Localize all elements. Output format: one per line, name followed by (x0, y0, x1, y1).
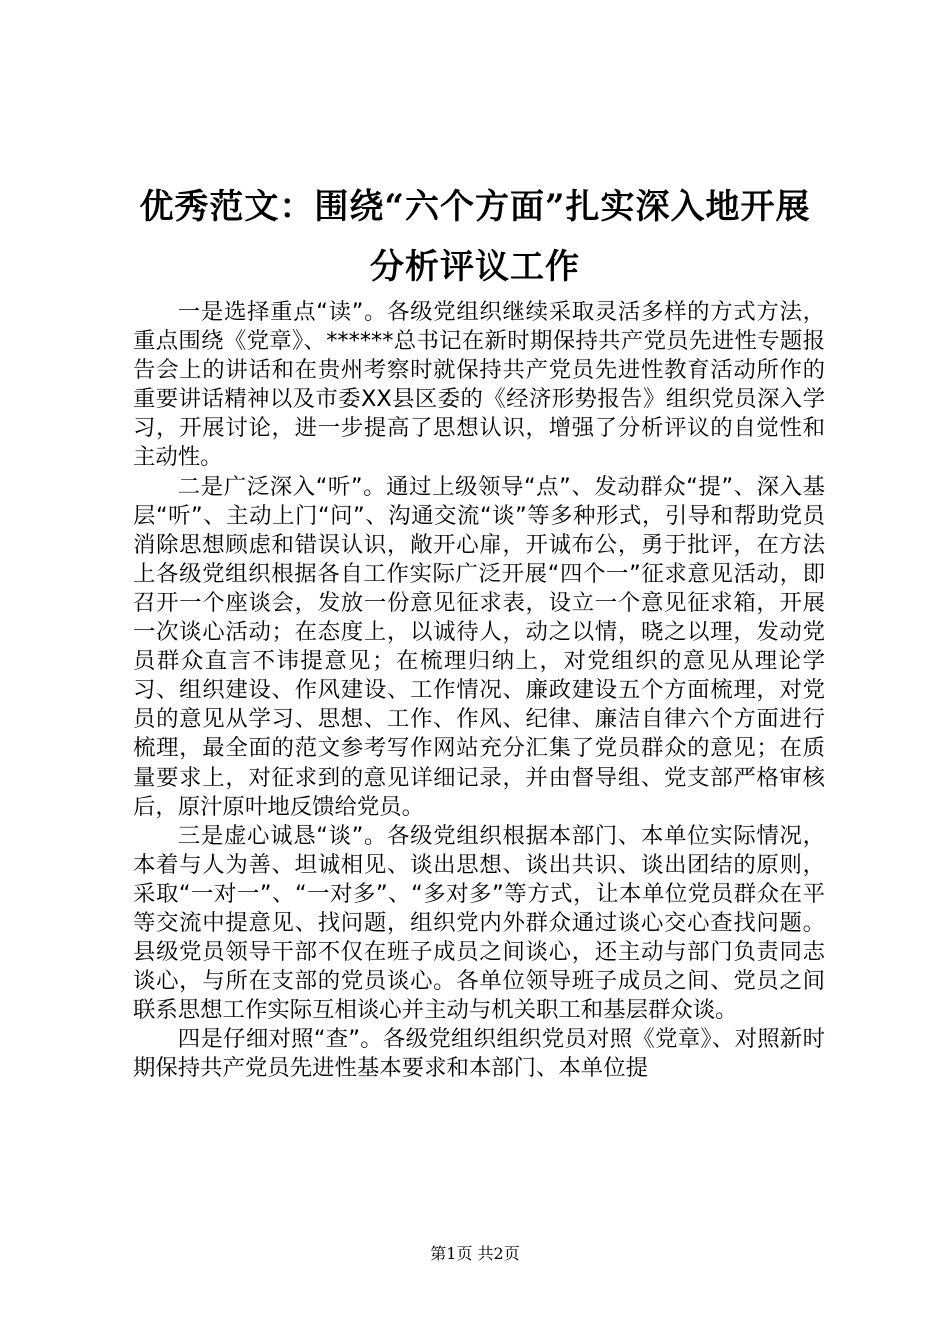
document-body (133, 298, 825, 1084)
document-title-line-2: 分析评议工作 (370, 247, 580, 287)
page-footer: 第1页 共2页 (430, 1244, 520, 1263)
document-title-line-1: 优秀范文：围绕“六个方面”扎实深入地开展 (139, 187, 811, 227)
paragraph-listen: 二是广泛深入“听”。通过上级领导“点”、发动群众“提”、深入基层“听”、主动上门“问”、沟通交流“谈”等多种形式，引导和帮助党员消除思想顾虑和错误认识，敞开心扉，开诚布公，勇于批评，在方法上各级党组织根据各自工作实际广泛开展“四个一”征求意见活动，即召开一个座谈会，发放一份意见征求表，设立一个意见征求箱，开展一次谈心活动；在态度上，以诚待人，动之以情，晓之以理，发动党员群众直言不讳提意见；在梳理归纳上，对党组织的意见从理论学习、组织建设、作风建设、工作情况、廉政建设五个方面梳理，对党员的意见从学习、思想、工作、作风、纪律、廉洁自律六个方面进行梳理，最全面的范文参考写作网站充分汇集了党员群众的意见；在质量要求上，对征求到的意见详细记录，并由督导组、党支部严格审核后，原汁原叶地反馈给党员。 (133, 473, 825, 820)
paragraph-read: 一是选择重点“读”。各级党组织继续采取灵活多样的方式方法，重点围绕《党章》、******总书记在新时期保持共产党员先进性专题报告会上的讲话和在贵州考察时就保持共产党员先进性教育活动所作的重要讲话精神以及市委XX县区委的《经济形势报告》组织党员深入学习，开展讨论，进一步提高了思想认识，增强了分析评议的自觉性和主动性。 (133, 299, 825, 471)
paragraph-check: 四是仔细对照“查”。各级党组织组织党员对照《党章》、对照新时期保持共产党员先进性基本要求和本部门、本单位提 (133, 1026, 825, 1082)
paragraph-talk: 三是虚心诚恳“谈”。各级党组织根据本部门、本单位实际情况，本着与人为善、坦诚相见、谈出思想、谈出共识、谈出团结的原则，采取“一对一”、“一对多”、“多对多”等方式，让本单位党员群众在平等交流中提意见、找问题，组织党内外群众通过谈心交心查找问题。县级党员领导干部不仅在班子成员之间谈心，还主动与部门负责同志谈心，与所在支部的党员谈心。各单位领导班子成员之间、党员之间联系思想工作实际互相谈心并主动与机关职工和基层群众谈。 (133, 822, 825, 1024)
